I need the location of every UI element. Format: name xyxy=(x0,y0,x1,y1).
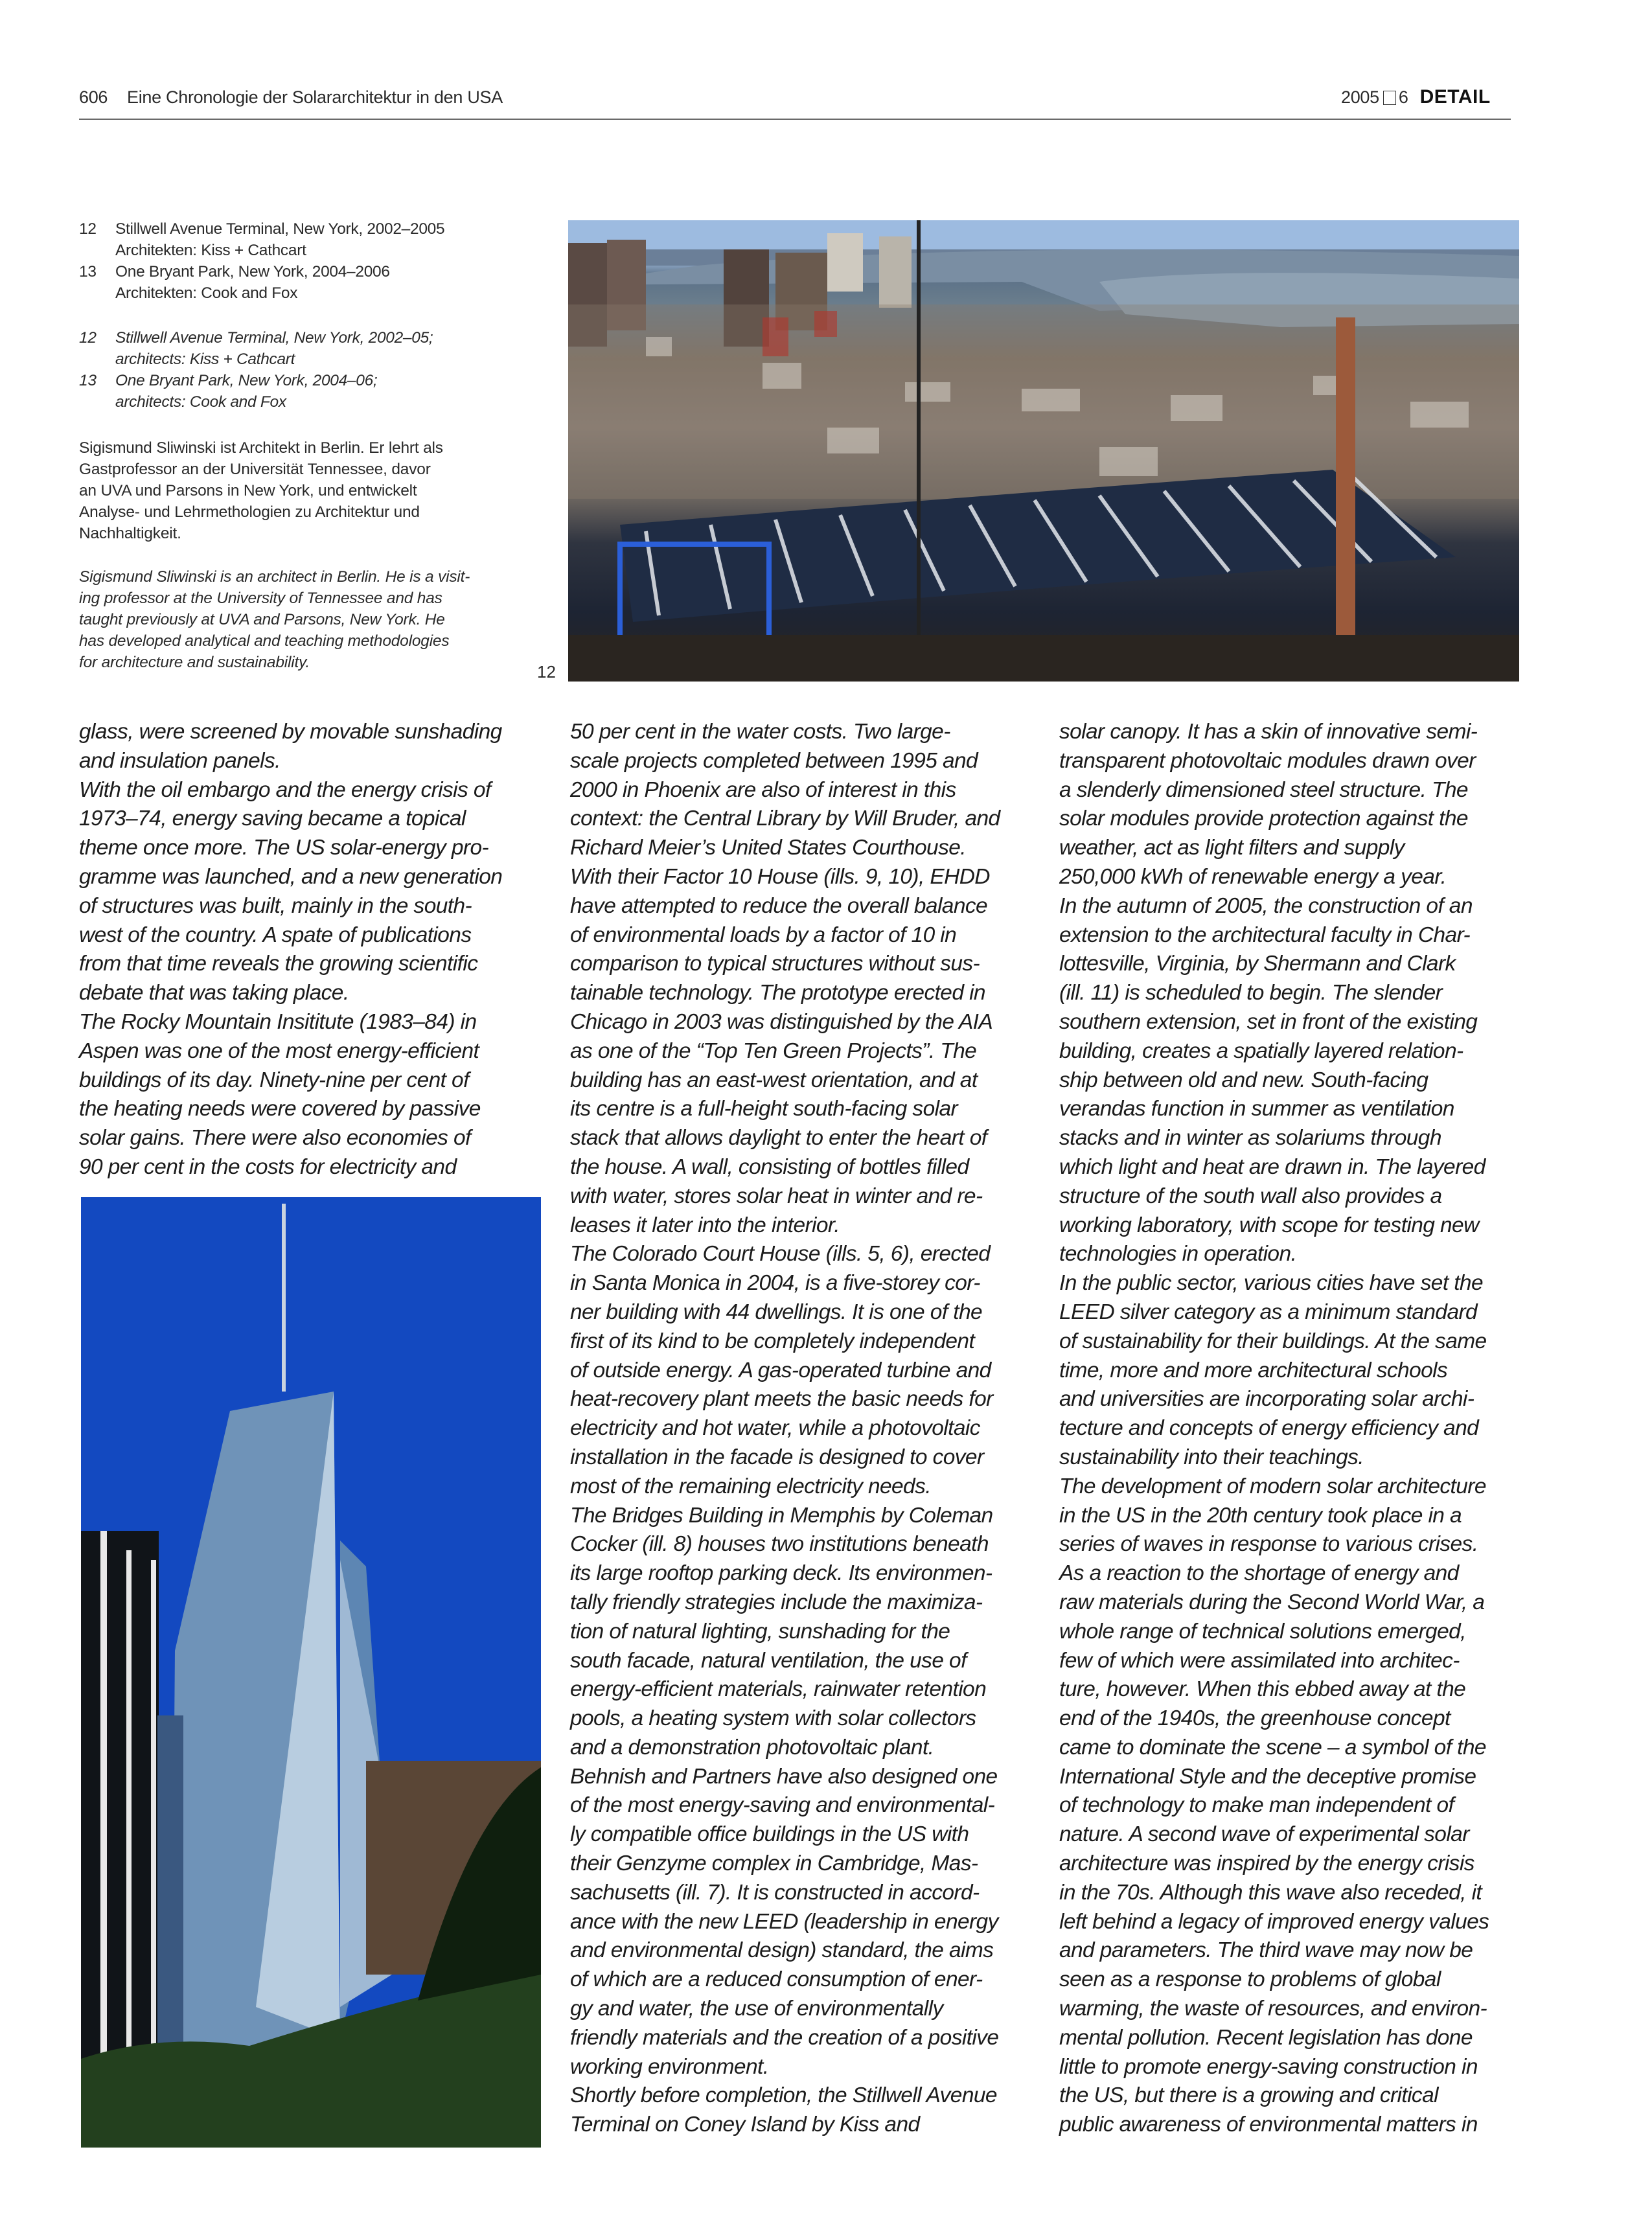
header-rule xyxy=(79,119,1511,120)
text-line: sustainability into their teachings. xyxy=(1059,1445,1364,1469)
caption-credit: Architekten: Kiss + Cathcart xyxy=(115,242,306,259)
text-line: comparison to typical structures without sus- xyxy=(570,952,980,976)
text-line: came to dominate the scene – a symbol of the xyxy=(1059,1735,1486,1759)
text-line: The Bridges Building in Memphis by Coleman xyxy=(570,1503,993,1528)
figure-12-label: 12 xyxy=(537,662,556,682)
caption-credit: architects: Kiss + Cathcart xyxy=(115,350,295,368)
magazine-logo: DETAIL xyxy=(1419,86,1491,108)
caption-title: Stillwell Avenue Terminal, New York, 2002–05; xyxy=(115,329,433,347)
text-line: As a reaction to the shortage of energy and xyxy=(1059,1561,1459,1586)
text-line: and environmental design) standard, the aims xyxy=(570,1938,994,1963)
text-line: their Genzyme complex in Cambridge, Mas- xyxy=(570,1851,978,1876)
text-line: in the US in the 20th century took place in a xyxy=(1059,1503,1462,1528)
author-bio-en xyxy=(79,566,545,673)
text-line: raw materials during the Second World War, a xyxy=(1059,1590,1485,1614)
text-line: most of the remaining electricity needs. xyxy=(570,1474,931,1498)
text-line: stacks and in winter as solariums through xyxy=(1059,1126,1441,1151)
text-line: in Santa Monica in 2004, is a five-storey cor- xyxy=(570,1271,980,1296)
text-line: The Colorado Court House (ills. 5, 6), erected xyxy=(570,1242,991,1266)
page-number: 606 xyxy=(79,87,108,107)
text-line: 1973–74, energy saving became a topical xyxy=(79,807,466,831)
text-line: of outside energy. A gas-operated turbine and xyxy=(570,1358,991,1382)
text-line: few of which were assimilated into architec- xyxy=(1059,1648,1460,1673)
bio-line: an UVA und Parsons in New York, und entwickelt xyxy=(79,482,417,499)
figure-13-photo xyxy=(81,1197,541,2148)
issue-info xyxy=(1341,86,1491,108)
text-line: 50 per cent in the water costs. Two large- xyxy=(570,720,950,744)
text-line: and parameters. The third wave may now be xyxy=(1059,1938,1473,1963)
caption-title: One Bryant Park, New York, 2004–2006 xyxy=(115,263,390,281)
text-line: Terminal on Coney Island by Kiss and xyxy=(570,2113,920,2137)
bio-line: Gastprofessor an der Universität Tennessee, davor xyxy=(79,461,431,478)
text-line: With their Factor 10 House (ills. 9, 10), EHDD xyxy=(570,864,990,889)
text-line: ner building with 44 dwellings. It is one of the xyxy=(570,1300,983,1324)
text-line: public awareness of environmental matters in xyxy=(1059,2113,1478,2137)
running-title: Eine Chronologie der Solararchitektur in den USA xyxy=(127,87,503,107)
caption-credit: Architekten: Cook and Fox xyxy=(115,284,298,302)
text-line: whole range of technical solutions emerged, xyxy=(1059,1619,1466,1644)
text-line: International Style and the deceptive promise xyxy=(1059,1764,1476,1789)
text-line: pools, a heating system with solar collectors xyxy=(570,1706,976,1731)
figure-12-photo xyxy=(568,220,1519,682)
caption-item xyxy=(79,218,444,261)
stillwell-terminal-illustration xyxy=(568,220,1519,682)
text-line: Cocker (ill. 8) houses two institutions beneath xyxy=(570,1532,989,1557)
text-line: as one of the “Top Ten Green Projects”. The xyxy=(570,1038,977,1063)
text-line: tion of natural lighting, sunshading for the xyxy=(570,1619,950,1644)
bio-line: Analyse- und Lehrmethologien zu Architektur und xyxy=(79,503,420,521)
caption-number: 12 xyxy=(79,220,97,238)
text-line: electricity and hot water, while a photovoltaic xyxy=(570,1416,980,1441)
text-line: seen as a response to problems of global xyxy=(1059,1967,1441,1992)
text-line: of environmental loads by a factor of 10 in xyxy=(570,923,957,947)
text-line: ly compatible office buildings in the US with xyxy=(570,1822,969,1847)
text-line: extension to the architectural faculty in Char- xyxy=(1059,923,1471,947)
text-line: heat-recovery plant meets the basic needs for xyxy=(570,1387,993,1412)
text-line: west of the country. A spate of publications xyxy=(79,923,472,947)
body-column-middle xyxy=(570,718,1037,2140)
text-line: installation in the facade is designed to cover xyxy=(570,1445,984,1469)
text-line: Aspen was one of the most energy-efficient xyxy=(79,1038,479,1063)
text-line: of which are a reduced consumption of ener- xyxy=(570,1967,983,1992)
text-line: context: the Central Library by Will Bruder, and xyxy=(570,807,1000,831)
text-line: the US, but there is a growing and critical xyxy=(1059,2083,1438,2108)
text-line: working laboratory, with scope for testing new xyxy=(1059,1213,1479,1237)
text-line: tainable technology. The prototype erected in xyxy=(570,981,985,1005)
bio-line: Sigismund Sliwinski ist Architekt in Berlin. Er lehrt als xyxy=(79,439,443,457)
text-line: scale projects completed between 1995 and xyxy=(570,748,978,773)
text-line: Behnish and Partners have also designed one xyxy=(570,1764,998,1789)
caption-credit: architects: Cook and Fox xyxy=(115,393,286,411)
bio-line: taught previously at UVA and Parsons, New York. He xyxy=(79,611,445,628)
bio-line: for architecture and sustainability. xyxy=(79,654,310,671)
captions-en xyxy=(79,327,433,413)
caption-title: Stillwell Avenue Terminal, New York, 2002–2005 xyxy=(115,220,445,238)
text-line: warming, the waste of resources, and environ- xyxy=(1059,1997,1487,2021)
text-line: nature. A second wave of experimental solar xyxy=(1059,1822,1469,1847)
body-column-right xyxy=(1059,718,1526,2140)
text-line: and universities are incorporating solar archi- xyxy=(1059,1387,1474,1412)
text-line: series of waves in response to various crises. xyxy=(1059,1532,1478,1557)
text-line: have attempted to reduce the overall balance xyxy=(570,893,988,918)
text-line: Chicago in 2003 was distinguished by the AIA xyxy=(570,1009,993,1034)
text-line: transparent photovoltaic modules drawn over xyxy=(1059,748,1476,773)
text-line: structure of the south wall also provides a xyxy=(1059,1184,1442,1208)
text-line: solar gains. There were also economies of xyxy=(79,1126,471,1151)
text-line: building has an east-west orientation, and at xyxy=(570,1068,978,1092)
text-line: tecture and concepts of energy efficiency and xyxy=(1059,1416,1479,1441)
text-line: weather, act as light filters and supply xyxy=(1059,836,1405,860)
text-line: stack that allows daylight to enter the heart of xyxy=(570,1126,987,1151)
author-bio-de xyxy=(79,437,545,544)
text-line: architecture was inspired by the energy crisis xyxy=(1059,1851,1474,1876)
text-line: Shortly before completion, the Stillwell Avenue xyxy=(570,2083,997,2108)
text-line: of structures was built, mainly in the south- xyxy=(79,893,472,918)
text-line: mental pollution. Recent legislation has done xyxy=(1059,2025,1473,2050)
text-line: leases it later into the interior. xyxy=(570,1213,840,1237)
text-line: sachusetts (ill. 7). It is constructed in accord- xyxy=(570,1880,980,1905)
text-line: 250,000 kWh of renewable energy a year. xyxy=(1059,864,1447,889)
text-line: verandas function in summer as ventilation xyxy=(1059,1097,1454,1121)
bio-line: Sigismund Sliwinski is an architect in Berlin. He is a visit- xyxy=(79,568,470,586)
text-line: building, creates a spatially layered relation- xyxy=(1059,1038,1463,1063)
text-line: (ill. 11) is scheduled to begin. The slender xyxy=(1059,981,1443,1005)
text-line: solar modules provide protection against the xyxy=(1059,807,1468,831)
text-line: friendly materials and the creation of a positive xyxy=(570,2025,999,2050)
issue-number: 6 xyxy=(1398,87,1408,107)
text-line: Richard Meier’s United States Courthouse. xyxy=(570,836,966,860)
text-line: end of the 1940s, the greenhouse concept xyxy=(1059,1706,1451,1731)
text-line: gy and water, the use of environmentally xyxy=(570,1997,943,2021)
text-line: the heating needs were covered by passive xyxy=(79,1097,481,1121)
text-line: working environment. xyxy=(570,2054,769,2079)
bio-line: Nachhaltigkeit. xyxy=(79,525,181,542)
text-line: with water, stores solar heat in winter and re- xyxy=(570,1184,983,1208)
issue-year: 2005 xyxy=(1341,87,1379,107)
text-line: glass, were screened by movable sunshading xyxy=(79,720,502,744)
caption-item xyxy=(79,327,433,370)
text-line: In the autumn of 2005, the construction of an xyxy=(1059,893,1473,918)
text-line: theme once more. The US solar-energy pro- xyxy=(79,836,489,860)
text-line: of sustainability for their buildings. At the same xyxy=(1059,1329,1487,1353)
text-line: its centre is a full-height south-facing solar xyxy=(570,1097,958,1121)
text-line: 2000 in Phoenix are also of interest in this xyxy=(570,777,956,802)
text-line: energy-efficient materials, rainwater retention xyxy=(570,1677,987,1702)
text-line: of technology to make man independent of xyxy=(1059,1793,1454,1818)
caption-number: 13 xyxy=(79,263,97,281)
caption-title: One Bryant Park, New York, 2004–06; xyxy=(115,372,378,389)
one-bryant-park-illustration xyxy=(81,1197,541,2148)
text-line: ture, however. When this ebbed away at the xyxy=(1059,1677,1466,1702)
bio-line: ing professor at the University of Tennessee and has xyxy=(79,590,442,607)
text-line: buildings of its day. Ninety-nine per cent of xyxy=(79,1068,469,1092)
separator-box-icon xyxy=(1383,91,1396,105)
text-line: technologies in operation. xyxy=(1059,1242,1297,1266)
text-line: southern extension, set in front of the existing xyxy=(1059,1009,1478,1034)
text-line: gramme was launched, and a new generation xyxy=(79,864,503,889)
text-line: left behind a legacy of improved energy values xyxy=(1059,1909,1489,1934)
text-line: With the oil embargo and the energy crisis of xyxy=(79,777,491,802)
body-column-left xyxy=(79,718,545,1182)
text-line: lottesville, Virginia, by Shermann and Clark xyxy=(1059,952,1456,976)
text-line: ship between old and new. South-facing xyxy=(1059,1068,1428,1092)
caption-item xyxy=(79,261,444,304)
caption-item xyxy=(79,370,433,413)
text-line: of the most energy-saving and environmental- xyxy=(570,1793,995,1818)
text-line: and a demonstration photovoltaic plant. xyxy=(570,1735,934,1759)
text-line: The Rocky Mountain Insititute (1983–84) in xyxy=(79,1009,477,1034)
text-line: south facade, natural ventilation, the use of xyxy=(570,1648,967,1673)
text-line: 90 per cent in the costs for electricity and xyxy=(79,1154,457,1179)
text-line: a slenderly dimensioned steel structure. The xyxy=(1059,777,1468,802)
text-line: tally friendly strategies include the maximiza- xyxy=(570,1590,983,1614)
text-line: In the public sector, various cities have set the xyxy=(1059,1271,1483,1296)
text-line: ance with the new LEED (leadership in energy xyxy=(570,1909,998,1934)
text-line: first of its kind to be completely independent xyxy=(570,1329,975,1353)
text-line: LEED silver category as a minimum standard xyxy=(1059,1300,1478,1324)
captions-de xyxy=(79,218,444,304)
text-line: The development of modern solar architecture xyxy=(1059,1474,1486,1498)
caption-number: 13 xyxy=(79,372,97,389)
text-line: the house. A wall, consisting of bottles filled xyxy=(570,1154,969,1179)
text-line: and insulation panels. xyxy=(79,748,281,773)
text-line: in the 70s. Although this wave also receded, it xyxy=(1059,1880,1482,1905)
caption-number: 12 xyxy=(79,329,97,347)
text-line: its large rooftop parking deck. Its environmen- xyxy=(570,1561,992,1586)
text-line: solar canopy. It has a skin of innovative semi- xyxy=(1059,720,1478,744)
text-line: debate that was taking place. xyxy=(79,981,349,1005)
text-line: time, more and more architectural schools xyxy=(1059,1358,1448,1382)
bio-line: has developed analytical and teaching methodologies xyxy=(79,632,450,650)
text-line: which light and heat are drawn in. The layered xyxy=(1059,1154,1486,1179)
text-line: little to promote energy-saving construction in xyxy=(1059,2054,1478,2079)
text-line: from that time reveals the growing scientific xyxy=(79,952,478,976)
